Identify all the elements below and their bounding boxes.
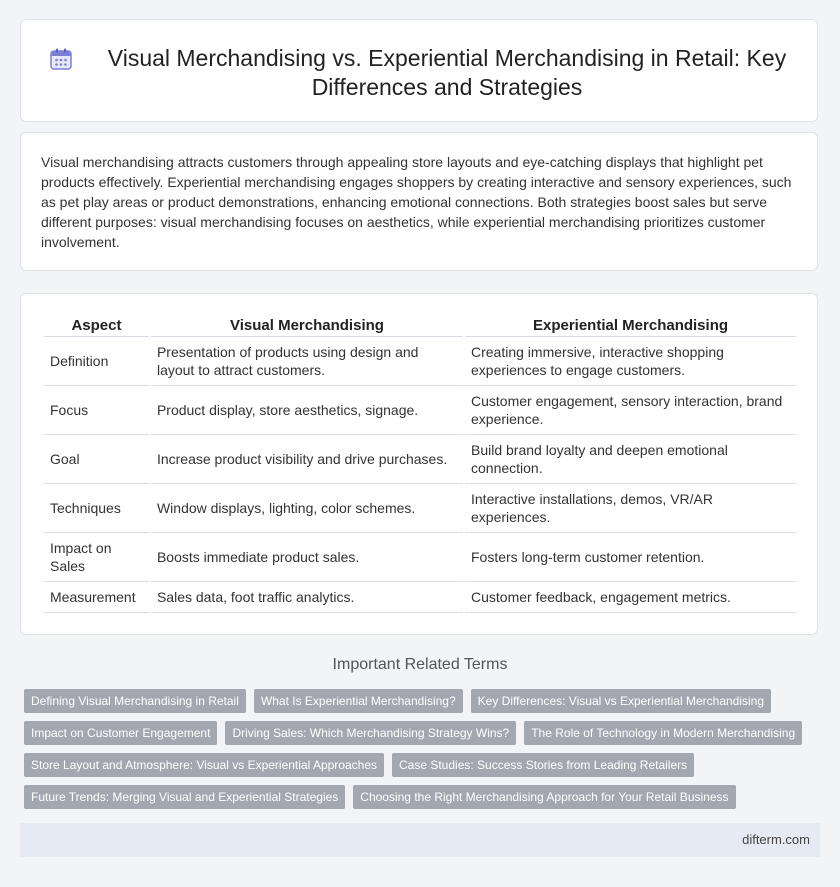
related-terms-heading: Important Related Terms: [332, 656, 508, 673]
column-header: Visual Merchandising: [151, 315, 463, 337]
related-term-tag[interactable]: Store Layout and Atmosphere: Visual vs Experiential Approaches: [24, 753, 384, 777]
footer-site-link[interactable]: difterm.com: [742, 832, 810, 847]
footer: [20, 823, 820, 857]
table-cell: Increase product visibility and drive purchases.: [151, 435, 463, 484]
column-header: Aspect: [44, 315, 149, 337]
intro-card: [20, 132, 818, 271]
related-term-tag[interactable]: Impact on Customer Engagement: [24, 721, 217, 745]
table-row: [44, 533, 796, 582]
table-cell: Techniques: [44, 484, 149, 533]
table-cell: Interactive installations, demos, VR/AR experiences.: [465, 484, 796, 533]
table-cell: Fosters long-term customer retention.: [465, 533, 796, 582]
table-cell: Presentation of products using design and layout to attract customers.: [151, 337, 463, 386]
table-cell: Customer feedback, engagement metrics.: [465, 582, 796, 613]
table-cell: Customer engagement, sensory interaction, brand experience.: [465, 386, 796, 435]
table-row: [44, 582, 796, 613]
related-term-tag[interactable]: Case Studies: Success Stories from Leading Retailers: [392, 753, 694, 777]
table-cell: Goal: [44, 435, 149, 484]
column-header: Experiential Merchandising: [465, 315, 796, 337]
table-cell: Build brand loyalty and deepen emotional connection.: [465, 435, 796, 484]
page-title: Visual Merchandising vs. Experiential Merchandising in Retail: Key Differences and Strategies: [107, 45, 787, 100]
table-cell: Definition: [44, 337, 149, 386]
comparison-table-card: [20, 293, 818, 635]
table-cell: Creating immersive, interactive shopping experiences to engage customers.: [465, 337, 796, 386]
related-term-tag[interactable]: Choosing the Right Merchandising Approach for Your Retail Business: [353, 785, 735, 809]
header-card: [20, 19, 818, 122]
related-term-tag[interactable]: Defining Visual Merchandising in Retail: [24, 689, 246, 713]
related-terms-list: [24, 689, 804, 809]
table-row: [44, 337, 796, 386]
table-cell: Product display, store aesthetics, signage.: [151, 386, 463, 435]
table-cell: Impact on Sales: [44, 533, 149, 582]
related-term-tag[interactable]: What Is Experiential Merchandising?: [254, 689, 463, 713]
comparison-table: [42, 315, 798, 613]
related-term-tag[interactable]: The Role of Technology in Modern Merchandising: [524, 721, 802, 745]
related-term-tag[interactable]: Future Trends: Merging Visual and Experiential Strategies: [24, 785, 345, 809]
related-term-tag[interactable]: Driving Sales: Which Merchandising Strategy Wins?: [225, 721, 516, 745]
table-cell: Sales data, foot traffic analytics.: [151, 582, 463, 613]
table-header-row: [44, 315, 796, 337]
table-row: [44, 435, 796, 484]
table-cell: Measurement: [44, 582, 149, 613]
table-cell: Boosts immediate product sales.: [151, 533, 463, 582]
table-cell: Focus: [44, 386, 149, 435]
intro-paragraph: Visual merchandising attracts customers through appealing store layouts and eye-catching displays that highlight pet products effectively. Experiential merchandising engages shoppers by creating interactive and sensory experiences, such as pet play areas or product demonstrations, enhancing emotional connections. Both strategies boost sales but serve different purposes: visual merchandising focuses on aesthetics, while experiential merchandising prioritizes customer involvement.: [41, 154, 792, 250]
calendar-icon: [50, 48, 72, 70]
related-term-tag[interactable]: Key Differences: Visual vs Experiential Merchandising: [471, 689, 771, 713]
table-row: [44, 484, 796, 533]
table-cell: Window displays, lighting, color schemes.: [151, 484, 463, 533]
table-row: [44, 386, 796, 435]
